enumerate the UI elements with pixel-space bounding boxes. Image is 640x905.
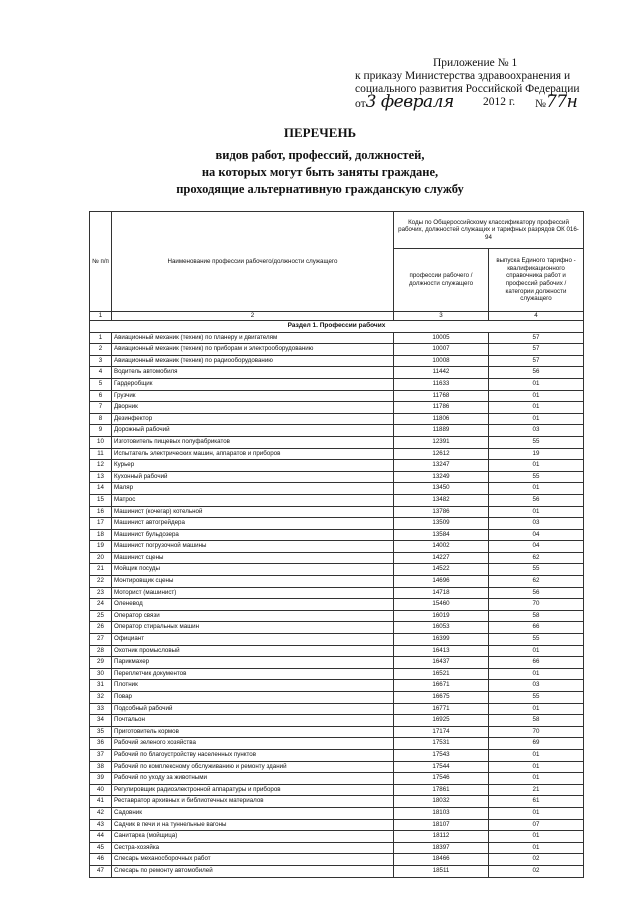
row-etks: 02 bbox=[489, 854, 584, 866]
row-etks: 66 bbox=[489, 657, 584, 669]
table-row bbox=[90, 668, 584, 680]
table-row bbox=[90, 344, 584, 356]
row-etks: 57 bbox=[489, 344, 584, 356]
table-row bbox=[90, 773, 584, 785]
handwritten-number: 77н bbox=[545, 92, 578, 112]
appendix-date-line bbox=[355, 92, 625, 112]
row-code: 11442 bbox=[394, 367, 489, 379]
row-code: 11806 bbox=[394, 413, 489, 425]
row-name: Моторист (машинист) bbox=[112, 587, 394, 599]
row-number: 15 bbox=[90, 494, 112, 506]
date-year: 2012 г. bbox=[483, 96, 516, 108]
col-header-code: профессии рабочего / должности служащего bbox=[394, 249, 489, 312]
row-name: Изготовитель пищевых полуфабрикатов bbox=[112, 436, 394, 448]
row-name: Курьер bbox=[112, 460, 394, 472]
table-row bbox=[90, 842, 584, 854]
row-code: 18112 bbox=[394, 831, 489, 843]
row-name: Водитель автомобиля bbox=[112, 367, 394, 379]
row-code: 17861 bbox=[394, 784, 489, 796]
professions-table bbox=[89, 211, 584, 878]
row-code: 18397 bbox=[394, 842, 489, 854]
table-row bbox=[90, 390, 584, 402]
row-number: 11 bbox=[90, 448, 112, 460]
row-etks: 07 bbox=[489, 819, 584, 831]
row-code: 18032 bbox=[394, 796, 489, 808]
row-code: 17546 bbox=[394, 773, 489, 785]
row-number: 40 bbox=[90, 784, 112, 796]
row-code: 14227 bbox=[394, 552, 489, 564]
row-number: 8 bbox=[90, 413, 112, 425]
row-number: 4 bbox=[90, 367, 112, 379]
row-number: 26 bbox=[90, 622, 112, 634]
row-name: Кухонный рабочий bbox=[112, 471, 394, 483]
row-name: Машинист погрузочной машины bbox=[112, 541, 394, 553]
row-code: 13247 bbox=[394, 460, 489, 472]
row-name: Дезинфектор bbox=[112, 413, 394, 425]
row-name: Официант bbox=[112, 634, 394, 646]
row-number: 28 bbox=[90, 645, 112, 657]
row-number: 43 bbox=[90, 819, 112, 831]
order-number: №77н bbox=[535, 92, 578, 112]
row-name: Садовник bbox=[112, 807, 394, 819]
table-row bbox=[90, 622, 584, 634]
row-etks: 55 bbox=[489, 692, 584, 704]
table-row bbox=[90, 332, 584, 344]
row-etks: 62 bbox=[489, 552, 584, 564]
row-name: Оператор связи bbox=[112, 610, 394, 622]
row-etks: 02 bbox=[489, 865, 584, 877]
row-number: 22 bbox=[90, 576, 112, 588]
table-row bbox=[90, 692, 584, 704]
row-name: Испытатель электрических машин, аппаратов и приборов bbox=[112, 448, 394, 460]
row-name: Авиационный механик (техник) по приборам и электрооборудованию bbox=[112, 344, 394, 356]
row-etks: 04 bbox=[489, 529, 584, 541]
row-code: 16771 bbox=[394, 703, 489, 715]
table-row bbox=[90, 367, 584, 379]
date-prefix: от bbox=[355, 98, 366, 110]
row-number: 19 bbox=[90, 541, 112, 553]
table-row bbox=[90, 564, 584, 576]
row-etks: 56 bbox=[489, 587, 584, 599]
table-row bbox=[90, 518, 584, 530]
table-row bbox=[90, 599, 584, 611]
row-code: 16413 bbox=[394, 645, 489, 657]
row-name: Рабочий по благоустройству населенных пунктов bbox=[112, 749, 394, 761]
row-code: 17544 bbox=[394, 761, 489, 773]
row-number: 10 bbox=[90, 436, 112, 448]
row-etks: 01 bbox=[489, 645, 584, 657]
row-code: 18511 bbox=[394, 865, 489, 877]
row-name: Авиационный механик (техник) по планеру и двигателям bbox=[112, 332, 394, 344]
row-number: 13 bbox=[90, 471, 112, 483]
row-name: Повар bbox=[112, 692, 394, 704]
table-row bbox=[90, 680, 584, 692]
row-number: 25 bbox=[90, 610, 112, 622]
row-etks: 01 bbox=[489, 761, 584, 773]
row-number: 3 bbox=[90, 355, 112, 367]
row-name: Гардеробщик bbox=[112, 378, 394, 390]
row-etks: 01 bbox=[489, 378, 584, 390]
row-number: 36 bbox=[90, 738, 112, 750]
row-name: Садчик в печи и на туннельные вагоны bbox=[112, 819, 394, 831]
row-code: 14718 bbox=[394, 587, 489, 599]
section-row: Раздел 1. Профессии рабочих bbox=[90, 321, 584, 333]
row-number: 14 bbox=[90, 483, 112, 495]
row-number: 35 bbox=[90, 726, 112, 738]
row-number: 42 bbox=[90, 807, 112, 819]
row-name: Санитарка (мойщица) bbox=[112, 831, 394, 843]
row-number: 9 bbox=[90, 425, 112, 437]
row-name: Подсобный рабочий bbox=[112, 703, 394, 715]
table-row bbox=[90, 355, 584, 367]
row-etks: 01 bbox=[489, 413, 584, 425]
row-code: 18103 bbox=[394, 807, 489, 819]
table-row bbox=[90, 506, 584, 518]
row-number: 32 bbox=[90, 692, 112, 704]
row-etks: 01 bbox=[489, 390, 584, 402]
row-name: Оленевод bbox=[112, 599, 394, 611]
table-row bbox=[90, 819, 584, 831]
row-code: 13450 bbox=[394, 483, 489, 495]
row-number: 33 bbox=[90, 703, 112, 715]
row-number: 2 bbox=[90, 344, 112, 356]
row-code: 17543 bbox=[394, 749, 489, 761]
row-name: Грузчик bbox=[112, 390, 394, 402]
row-etks: 57 bbox=[489, 332, 584, 344]
table-row bbox=[90, 402, 584, 414]
col-header-etks: выпуска Единого тарифно - квалификационного справочника работ и профессий рабочих / категории должности служащего bbox=[489, 249, 584, 312]
row-name: Рабочий зеленого хозяйства bbox=[112, 738, 394, 750]
row-etks: 55 bbox=[489, 436, 584, 448]
table-row bbox=[90, 726, 584, 738]
row-code: 17531 bbox=[394, 738, 489, 750]
row-etks: 03 bbox=[489, 680, 584, 692]
row-name: Машинист сцены bbox=[112, 552, 394, 564]
row-code: 16019 bbox=[394, 610, 489, 622]
table-row bbox=[90, 657, 584, 669]
row-name: Матрос bbox=[112, 494, 394, 506]
row-number: 29 bbox=[90, 657, 112, 669]
row-code: 16675 bbox=[394, 692, 489, 704]
row-number: 37 bbox=[90, 749, 112, 761]
row-number: 34 bbox=[90, 715, 112, 727]
row-name: Рабочий по комплексному обслуживанию и ремонту зданий bbox=[112, 761, 394, 773]
table-row bbox=[90, 448, 584, 460]
row-code: 10007 bbox=[394, 344, 489, 356]
row-code: 13786 bbox=[394, 506, 489, 518]
row-code: 18466 bbox=[394, 854, 489, 866]
row-etks: 56 bbox=[489, 367, 584, 379]
table-row bbox=[90, 576, 584, 588]
row-etks: 57 bbox=[489, 355, 584, 367]
row-etks: 04 bbox=[489, 541, 584, 553]
row-etks: 01 bbox=[489, 749, 584, 761]
table-row bbox=[90, 645, 584, 657]
row-etks: 69 bbox=[489, 738, 584, 750]
row-number: 39 bbox=[90, 773, 112, 785]
row-code: 14522 bbox=[394, 564, 489, 576]
table-row bbox=[90, 610, 584, 622]
row-name: Машинист (кочегар) котельной bbox=[112, 506, 394, 518]
row-number: 30 bbox=[90, 668, 112, 680]
appendix-header bbox=[355, 57, 625, 112]
row-name: Переплетчик документов bbox=[112, 668, 394, 680]
row-code: 11889 bbox=[394, 425, 489, 437]
row-number: 41 bbox=[90, 796, 112, 808]
row-etks: 01 bbox=[489, 402, 584, 414]
table-row bbox=[90, 738, 584, 750]
row-number: 6 bbox=[90, 390, 112, 402]
col-header-codes: Коды по Общероссийскому классификатору профессий рабочих, должностей служащих и тарифных разрядов ОК 016-94 bbox=[394, 212, 584, 249]
row-name: Оператор стиральных машин bbox=[112, 622, 394, 634]
table-row bbox=[90, 865, 584, 877]
row-code: 12612 bbox=[394, 448, 489, 460]
row-etks: 55 bbox=[489, 564, 584, 576]
col-header-name: Наименование профессии рабочего/должности служащего bbox=[112, 212, 394, 312]
row-etks: 70 bbox=[489, 599, 584, 611]
row-name: Регулировщик радиоэлектронной аппаратуры и приборов bbox=[112, 784, 394, 796]
table-row bbox=[90, 761, 584, 773]
row-code: 18107 bbox=[394, 819, 489, 831]
table-row bbox=[90, 436, 584, 448]
row-name: Реставратор архивных и библиотечных материалов bbox=[112, 796, 394, 808]
row-etks: 61 bbox=[489, 796, 584, 808]
table-row bbox=[90, 541, 584, 553]
table-row bbox=[90, 425, 584, 437]
row-etks: 58 bbox=[489, 715, 584, 727]
row-etks: 01 bbox=[489, 773, 584, 785]
row-name: Слесарь механосборочных работ bbox=[112, 854, 394, 866]
row-etks: 03 bbox=[489, 425, 584, 437]
row-number: 46 bbox=[90, 854, 112, 866]
doc-subtitle: видов работ, профессий, должностей, на которых могут быть заняты граждане, проходящие альтернативную гражданскую службу bbox=[176, 148, 464, 196]
table-row bbox=[90, 796, 584, 808]
table-row bbox=[90, 471, 584, 483]
row-number: 7 bbox=[90, 402, 112, 414]
row-code: 14002 bbox=[394, 541, 489, 553]
row-etks: 01 bbox=[489, 807, 584, 819]
row-name: Авиационный механик (техник) по радиооборудованию bbox=[112, 355, 394, 367]
row-etks: 56 bbox=[489, 494, 584, 506]
row-code: 15460 bbox=[394, 599, 489, 611]
appendix-title: Приложение № 1 bbox=[433, 57, 518, 69]
row-code: 11768 bbox=[394, 390, 489, 402]
row-etks: 58 bbox=[489, 610, 584, 622]
row-code: 16521 bbox=[394, 668, 489, 680]
row-etks: 01 bbox=[489, 506, 584, 518]
row-number: 12 bbox=[90, 460, 112, 472]
table-row bbox=[90, 749, 584, 761]
row-etks: 62 bbox=[489, 576, 584, 588]
row-name: Парикмахер bbox=[112, 657, 394, 669]
row-etks: 21 bbox=[489, 784, 584, 796]
row-number: 44 bbox=[90, 831, 112, 843]
row-code: 17174 bbox=[394, 726, 489, 738]
row-name: Охотник промысловый bbox=[112, 645, 394, 657]
row-etks: 55 bbox=[489, 471, 584, 483]
row-number: 20 bbox=[90, 552, 112, 564]
row-name: Монтировщик сцены bbox=[112, 576, 394, 588]
table-row bbox=[90, 634, 584, 646]
row-name: Приготовитель кормов bbox=[112, 726, 394, 738]
row-etks: 66 bbox=[489, 622, 584, 634]
row-number: 17 bbox=[90, 518, 112, 530]
row-number: 5 bbox=[90, 378, 112, 390]
table-row bbox=[90, 784, 584, 796]
row-name: Плотник bbox=[112, 680, 394, 692]
row-code: 16925 bbox=[394, 715, 489, 727]
row-code: 16437 bbox=[394, 657, 489, 669]
row-etks: 19 bbox=[489, 448, 584, 460]
row-code: 10005 bbox=[394, 332, 489, 344]
row-code: 13509 bbox=[394, 518, 489, 530]
row-number: 18 bbox=[90, 529, 112, 541]
appendix-ministry-line: социального развития Российской Федерации bbox=[355, 83, 580, 95]
table-row bbox=[90, 483, 584, 495]
row-etks: 01 bbox=[489, 668, 584, 680]
row-number: 24 bbox=[90, 599, 112, 611]
table-row bbox=[90, 460, 584, 472]
row-code: 16399 bbox=[394, 634, 489, 646]
row-code: 13249 bbox=[394, 471, 489, 483]
row-etks: 01 bbox=[489, 703, 584, 715]
row-etks: 70 bbox=[489, 726, 584, 738]
row-number: 31 bbox=[90, 680, 112, 692]
table-row bbox=[90, 807, 584, 819]
row-code: 14696 bbox=[394, 576, 489, 588]
handwritten-date: 3 февраля bbox=[365, 92, 454, 112]
table-row bbox=[90, 831, 584, 843]
row-number: 38 bbox=[90, 761, 112, 773]
row-etks: 01 bbox=[489, 842, 584, 854]
row-number: 47 bbox=[90, 865, 112, 877]
row-number: 27 bbox=[90, 634, 112, 646]
table-row bbox=[90, 529, 584, 541]
table-row bbox=[90, 494, 584, 506]
column-index-row: 1 2 3 4 bbox=[90, 312, 584, 321]
row-etks: 01 bbox=[489, 460, 584, 472]
row-number: 16 bbox=[90, 506, 112, 518]
row-etks: 01 bbox=[489, 483, 584, 495]
row-etks: 03 bbox=[489, 518, 584, 530]
row-name: Рабочий по уходу за животными bbox=[112, 773, 394, 785]
row-code: 11786 bbox=[394, 402, 489, 414]
col-header-num: № п/п bbox=[90, 212, 112, 312]
row-number: 1 bbox=[90, 332, 112, 344]
row-number: 23 bbox=[90, 587, 112, 599]
table-row bbox=[90, 703, 584, 715]
row-code: 12391 bbox=[394, 436, 489, 448]
table-row bbox=[90, 552, 584, 564]
row-name: Машинист бульдозера bbox=[112, 529, 394, 541]
row-number: 45 bbox=[90, 842, 112, 854]
row-name: Дворник bbox=[112, 402, 394, 414]
row-code: 11633 bbox=[394, 378, 489, 390]
table-row bbox=[90, 715, 584, 727]
row-etks: 01 bbox=[489, 831, 584, 843]
row-code: 13482 bbox=[394, 494, 489, 506]
row-code: 10008 bbox=[394, 355, 489, 367]
table-row bbox=[90, 854, 584, 866]
table-row bbox=[90, 378, 584, 390]
row-name: Маляр bbox=[112, 483, 394, 495]
row-code: 16671 bbox=[394, 680, 489, 692]
row-name: Слесарь по ремонту автомобилей bbox=[112, 865, 394, 877]
appendix-order-line: к приказу Министерства здравоохранения и bbox=[355, 70, 571, 82]
row-code: 13584 bbox=[394, 529, 489, 541]
row-number: 21 bbox=[90, 564, 112, 576]
row-name: Сестра-хозяйка bbox=[112, 842, 394, 854]
table-row bbox=[90, 587, 584, 599]
row-name: Мойщик посуды bbox=[112, 564, 394, 576]
row-name: Почтальон bbox=[112, 715, 394, 727]
row-name: Машинист автогрейдера bbox=[112, 518, 394, 530]
doc-title: ПЕРЕЧЕНЬ bbox=[283, 125, 357, 140]
row-name: Дорожный рабочий bbox=[112, 425, 394, 437]
row-code: 16053 bbox=[394, 622, 489, 634]
row-etks: 55 bbox=[489, 634, 584, 646]
table-row bbox=[90, 413, 584, 425]
